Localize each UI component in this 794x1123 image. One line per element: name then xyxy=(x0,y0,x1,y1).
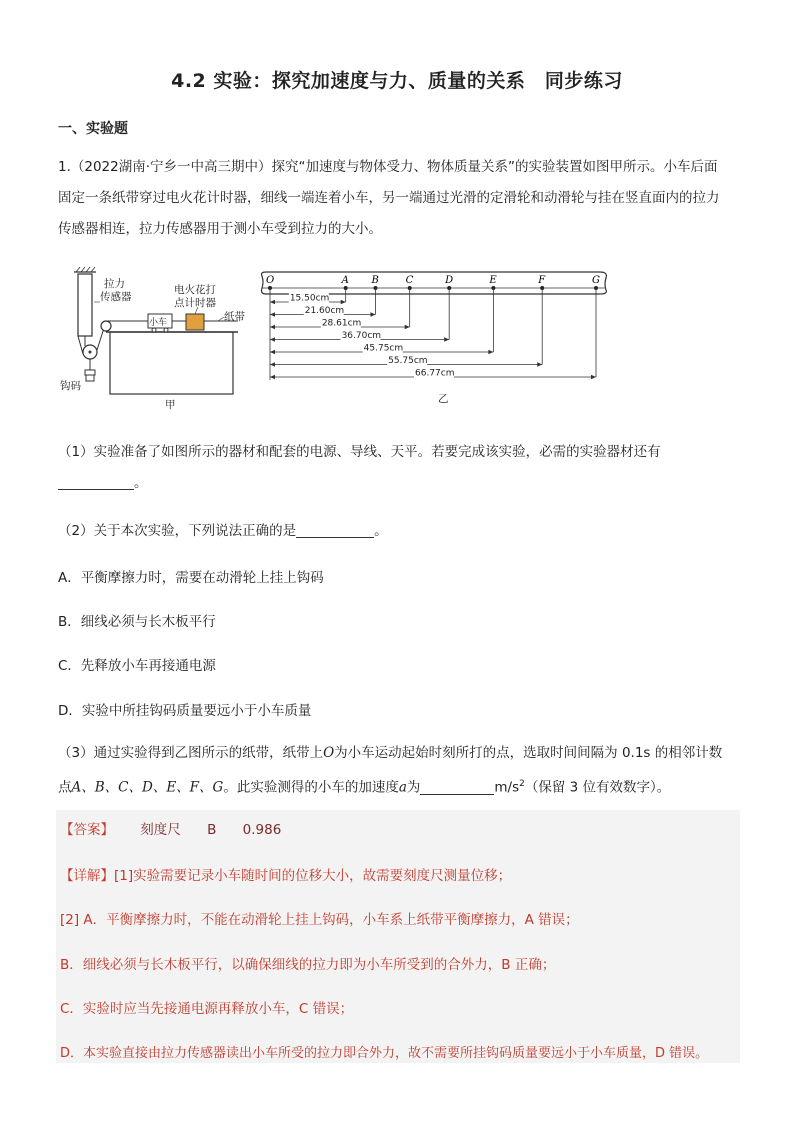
arrow-head xyxy=(537,362,542,366)
answer-line xyxy=(60,818,281,838)
arrow-head xyxy=(270,300,275,304)
question-1-text xyxy=(58,152,742,245)
tape-point-label-D: D xyxy=(445,275,454,286)
arrow-head xyxy=(488,350,493,354)
label-sensor-1: 拉力 xyxy=(104,278,125,290)
label-timer-2: 点计时器 xyxy=(174,297,216,309)
arrow-head xyxy=(444,337,449,341)
answer-panel xyxy=(56,810,740,1063)
apparatus-figure xyxy=(58,262,248,412)
label-car: 小车 xyxy=(149,318,168,328)
arrow-head xyxy=(591,375,596,379)
tape-point-label-C: C xyxy=(405,275,414,286)
tape-point-label-F: F xyxy=(538,275,546,286)
detail-text-1: [1]实验需要记录小车随时间的位移大小，故需要刻度尺测量位移； xyxy=(114,868,512,884)
question-1-line-3: 传感器相连，拉力传感器用于测小车受到拉力的大小。 xyxy=(58,221,382,237)
answer-value-2: B xyxy=(207,822,217,838)
section-heading: 一、实验题 xyxy=(58,121,128,137)
answer-value-3: 0.986 xyxy=(242,822,282,838)
answer-blank-3[interactable] xyxy=(420,778,494,795)
sub3-unit: m/s xyxy=(494,779,520,796)
sub3-text-6: （保留 3 位有效数字）。 xyxy=(524,779,671,796)
option-d: D．实验中所挂钩码质量要远小于小车质量 xyxy=(58,703,312,719)
detail-line-3: B．细线必须与长木板平行，以确保细线的拉力即为小车所受到的合外力，B 正确； xyxy=(60,957,556,973)
distance-label-D: 36.70cm xyxy=(341,331,382,341)
arrow-head xyxy=(370,312,375,316)
option-a: A．平衡摩擦力时，需要在动滑轮上挂上钩码 xyxy=(58,570,324,586)
tape-point-label-E: E xyxy=(489,275,497,286)
sub-question-2-end: 。 xyxy=(374,523,388,539)
sub3-unit-sup: 2 xyxy=(519,779,525,789)
answer-value-1: 刻度尺 xyxy=(140,822,181,838)
sub3-text-5: 为 xyxy=(406,779,421,796)
distance-label-E: 45.75cm xyxy=(363,343,404,354)
distance-label-C: 28.61cm xyxy=(321,318,362,329)
distance-label-B: 21.60cm xyxy=(304,306,345,316)
tape-point-label-O: O xyxy=(266,275,275,286)
answer-blank-1[interactable] xyxy=(58,473,134,490)
distance-label-G: 66.77cm xyxy=(415,368,455,379)
detail-line-5: D．本实验直接由拉力传感器读出小车所受的拉力即合外力，故不需要所挂钩码质量要远小于小车质量，D 错误。 xyxy=(60,1046,709,1061)
detail-line-2: [2] A．平衡摩擦力时，不能在动滑轮上挂上钩码，小车系上纸带平衡摩擦力，A 错误； xyxy=(60,912,579,928)
question-1-line-1: 1.（2022湖南·宁乡一中高三期中）探究“加速度与物体受力、物体质量关系”的实验装置如图甲所示。小车后面 xyxy=(58,159,718,175)
tape-point-label-B: B xyxy=(371,275,379,286)
arrow-head xyxy=(341,300,346,304)
sub-question-1-end: 。 xyxy=(134,475,148,491)
distance-label-F: 55.75cm xyxy=(388,356,428,366)
arrow-head xyxy=(270,350,275,354)
label-sensor-2: 传感器 xyxy=(100,291,132,303)
sub3-text-2: 为小车运动起始时刻所打的点，选取时间间隔为 0.1s 的相邻计数 xyxy=(334,745,723,761)
paper-tape-figure xyxy=(258,268,610,408)
sub-question-1 xyxy=(58,437,742,499)
label-tape: 纸带 xyxy=(224,311,245,323)
page-title: 4.2 实验：探究加速度与力、质量的关系 同步练习 xyxy=(171,70,623,92)
sub3-points: A、B、C、D、E、F、G xyxy=(71,779,224,796)
caption-jia: 甲 xyxy=(165,399,176,411)
option-b: B．细线必须与长木板平行 xyxy=(58,614,216,630)
arrow-head xyxy=(270,325,275,329)
arrow-head xyxy=(270,362,275,366)
question-1-line-2: 固定一条纸带穿过电火花计时器，细线一端连着小车，另一端通过光滑的定滑轮和动滑轮与挂在竖直面内的拉力 xyxy=(58,190,720,206)
caption-yi: 乙 xyxy=(438,393,449,405)
sub3-text-3: 点 xyxy=(58,779,72,796)
arrow-head xyxy=(405,325,410,329)
label-timer-1: 电火花打 xyxy=(174,284,216,296)
answer-blank-2[interactable] xyxy=(296,521,374,538)
sub-question-3 xyxy=(58,738,742,804)
arrow-head xyxy=(270,337,275,341)
sub3-text-4: 。此实验测得的小车的加速度 xyxy=(223,779,399,796)
option-c: C．先释放小车再接通电源 xyxy=(58,658,216,674)
arrow-head xyxy=(270,375,275,379)
tape-point-label-G: G xyxy=(592,275,600,286)
arrow-head xyxy=(270,312,275,316)
distance-label-A: 15.50cm xyxy=(289,293,330,304)
sub3-var-a: a xyxy=(398,779,407,796)
tape-point-label-A: A xyxy=(341,275,349,286)
label-weight: 钩码 xyxy=(60,380,81,392)
answer-tag: 【答案】 xyxy=(60,822,114,838)
detail-line-4: C．实验时应当先接通电源再释放小车，C 错误； xyxy=(60,1001,354,1017)
detail-tag: 【详解】 xyxy=(60,868,114,884)
sub3-text-1: （3）通过实验得到乙图所示的纸带，纸带上 xyxy=(58,745,324,761)
sub3-point-o: O xyxy=(323,745,335,761)
sub-question-1-text: （1）实验准备了如图所示的器材和配套的电源、导线、天平。若要完成该实验，必需的实验器材还有 xyxy=(58,444,661,460)
detail-line-1 xyxy=(60,864,511,884)
sub-question-2 xyxy=(58,516,742,547)
sub-question-2-text: （2）关于本次实验，下列说法正确的是 xyxy=(58,523,297,539)
